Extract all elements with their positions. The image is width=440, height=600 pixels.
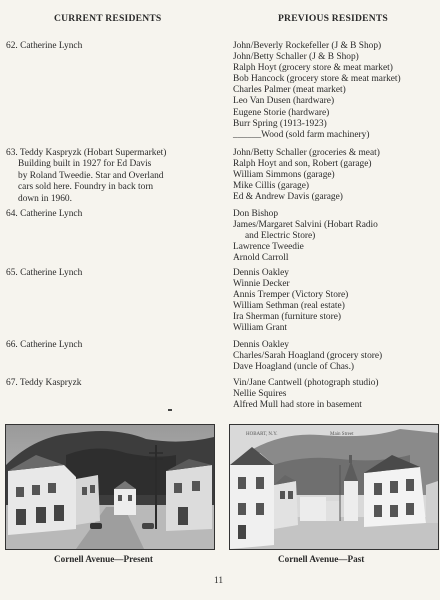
previous-resident: William Sethman (real estate) (233, 301, 345, 312)
entry-64-previous (233, 209, 438, 264)
current-resident: Teddy Kaspryzk (19, 378, 82, 388)
current-residents-header: CURRENT RESIDENTS (54, 13, 162, 24)
entry-65-current (6, 268, 232, 279)
previous-resident: Mike Cillis (garage) (233, 181, 310, 192)
entry-number: 67. (6, 378, 18, 388)
previous-resident: William Simmons (garage) (233, 170, 335, 181)
previous-resident: Burr Spring (1913-1923) (233, 118, 327, 129)
entry-67-current (6, 378, 232, 389)
past-caption: Cornell Avenue—Past (278, 554, 365, 564)
previous-residents-header: PREVIOUS RESIDENTS (278, 13, 388, 24)
entry-62-previous (233, 41, 438, 141)
svg-text:HOBART, N.Y.: HOBART, N.Y. (246, 432, 278, 437)
previous-resident: Dave Hoagland (uncle of Chas.) (233, 362, 355, 373)
entry-number: 66. (6, 340, 18, 350)
previous-resident: John/Beverly Rockefeller (J & B Shop) (233, 41, 382, 51)
page-number: 11 (214, 576, 224, 586)
entry-63-current (6, 148, 232, 205)
previous-resident: Dennis Oakley (233, 340, 289, 350)
current-resident: Catherine Lynch (20, 268, 83, 278)
previous-resident: John/Betty Schaller (groceries & meat) (233, 148, 380, 158)
entry-67-previous (233, 378, 438, 411)
entry-66-current (6, 340, 232, 351)
previous-resident: Vin/Jane Cantwell (photograph studio) (233, 378, 379, 388)
previous-resident: Charles Palmer (meat market) (233, 85, 346, 96)
entry-63-previous (233, 148, 438, 203)
current-resident: Catherine Lynch (20, 340, 83, 350)
svg-text:Main Street: Main Street (330, 432, 354, 437)
previous-resident: Winnie Decker (233, 279, 290, 290)
current-resident: Catherine Lynch (20, 41, 83, 51)
current-resident: Catherine Lynch (20, 209, 83, 219)
previous-resident: John/Betty Schaller (J & B Shop) (233, 52, 359, 63)
previous-resident: Ira Sherman (furniture store) (233, 312, 342, 323)
print-mark (168, 409, 172, 411)
photo-cornell-avenue-present (5, 424, 215, 550)
entry-62-current (6, 41, 232, 52)
previous-resident: Don Bishop (233, 209, 279, 219)
entry-number: 62. (6, 41, 18, 51)
previous-resident: Lawrence Tweedie (233, 242, 304, 253)
previous-resident: Ralph Hoyt (grocery store & meat market) (233, 63, 393, 74)
previous-resident: Ralph Hoyt and son, Robert (garage) (233, 159, 372, 170)
entry-number: 64. (6, 209, 18, 219)
previous-resident: Leo Van Dusen (hardware) (233, 96, 335, 107)
previous-resident: ______Wood (sold farm machinery) (233, 129, 370, 140)
previous-resident: Nellie Squires (233, 389, 287, 400)
previous-resident: Arnold Carroll (233, 253, 289, 264)
previous-resident: William Grant (233, 323, 288, 334)
previous-resident: James/Margaret Salvini (Hobart Radio (233, 220, 378, 231)
previous-resident: Alfred Mull had store in basement (233, 400, 362, 411)
entry-65-previous (233, 268, 438, 335)
previous-resident: Eugene Storie (hardware) (233, 107, 330, 118)
entry-number: 65. (6, 268, 18, 278)
current-resident: Teddy Kaspryzk (Hobart Supermarket) (19, 148, 167, 158)
previous-resident: Ed & Andrew Davis (garage) (233, 192, 343, 203)
previous-resident: Bob Hancock (grocery store & meat market) (233, 74, 401, 85)
previous-resident: Charles/Sarah Hoagland (grocery store) (233, 351, 383, 362)
previous-resident: and Electric Store) (245, 231, 316, 242)
entry-64-current (6, 209, 232, 220)
previous-resident: Annis Tremper (Victory Store) (233, 290, 349, 301)
photo-cornell-avenue-past (229, 424, 439, 550)
present-caption: Cornell Avenue—Present (54, 554, 153, 564)
entry-number: 63. (6, 148, 18, 158)
building-note: Building built in 1927 for Ed Davis by Roland Tweedie. Star and Overland cars sold here. Foundry in back torn down in 1960. (18, 159, 164, 204)
previous-resident: Dennis Oakley (233, 268, 289, 278)
entry-66-previous (233, 340, 438, 373)
